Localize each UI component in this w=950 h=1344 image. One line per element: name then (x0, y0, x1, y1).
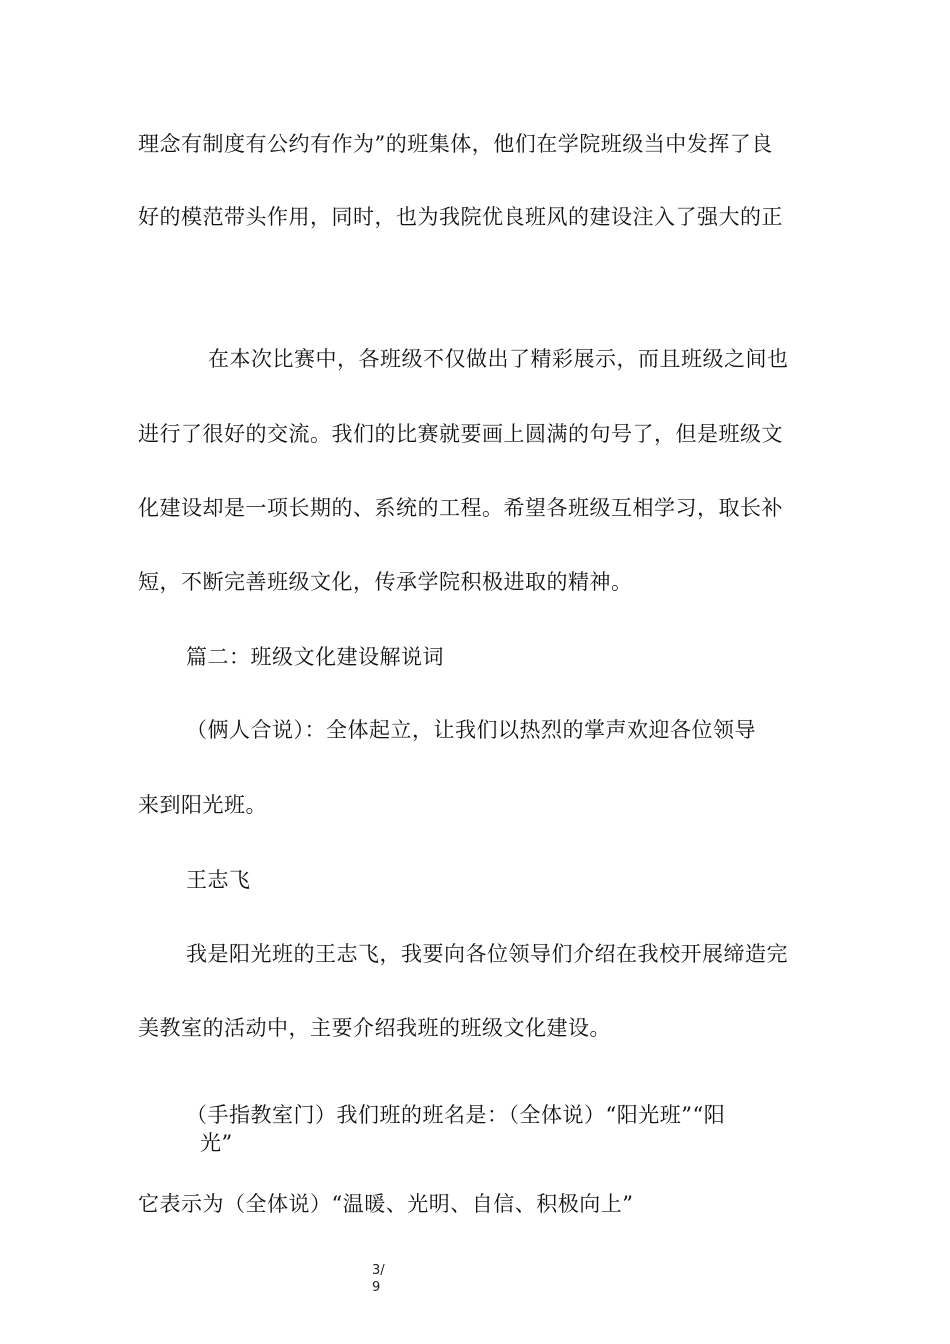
paragraph-line: 我是阳光班的王志飞，我要向各位领导们介绍在我校开展缔造完 (186, 942, 788, 966)
paragraph-line: 美教室的活动中，主要介绍我班的班级文化建设。 (138, 1016, 611, 1040)
paragraph-line: （俩人合说）：全体起立，让我们以热烈的掌声欢迎各位领导 (186, 718, 756, 742)
page-number-total: 9 (372, 1280, 381, 1295)
section-heading: 篇二：班级文化建设解说词 (186, 645, 444, 669)
page-number-current: 3/ (372, 1263, 385, 1278)
page-number (372, 1262, 392, 1296)
paragraph-line: 来到阳光班。 (138, 793, 267, 817)
paragraph-line: 它表示为（全体说）“温暖、光明、自信、积极向上” (138, 1192, 634, 1216)
paragraph-line: 短，不断完善班级文化，传承学院积极进取的精神。 (138, 570, 633, 594)
paragraph-line: 进行了很好的交流。我们的比赛就要画上圆满的句号了，但是班级文 (138, 422, 783, 446)
paragraph-line: 在本次比赛中，各班级不仅做出了精彩展示，而且班级之间也 (208, 347, 789, 371)
speaker-name: 王志飞 (186, 868, 251, 892)
paragraph-line: 光” (200, 1131, 233, 1155)
paragraph-line: （手指教室门）我们班的班名是：（全体说）“阳光班”“阳 (186, 1103, 726, 1127)
paragraph-line: 理念有制度有公约有作为”的班集体，他们在学院班级当中发挥了良 (138, 132, 773, 156)
paragraph-line: 化建设却是一项长期的、系统的工程。希望各班级互相学习，取长补 (138, 496, 783, 520)
paragraph-line: 好的模范带头作用，同时，也为我院优良班风的建设注入了强大的正 (138, 205, 783, 229)
